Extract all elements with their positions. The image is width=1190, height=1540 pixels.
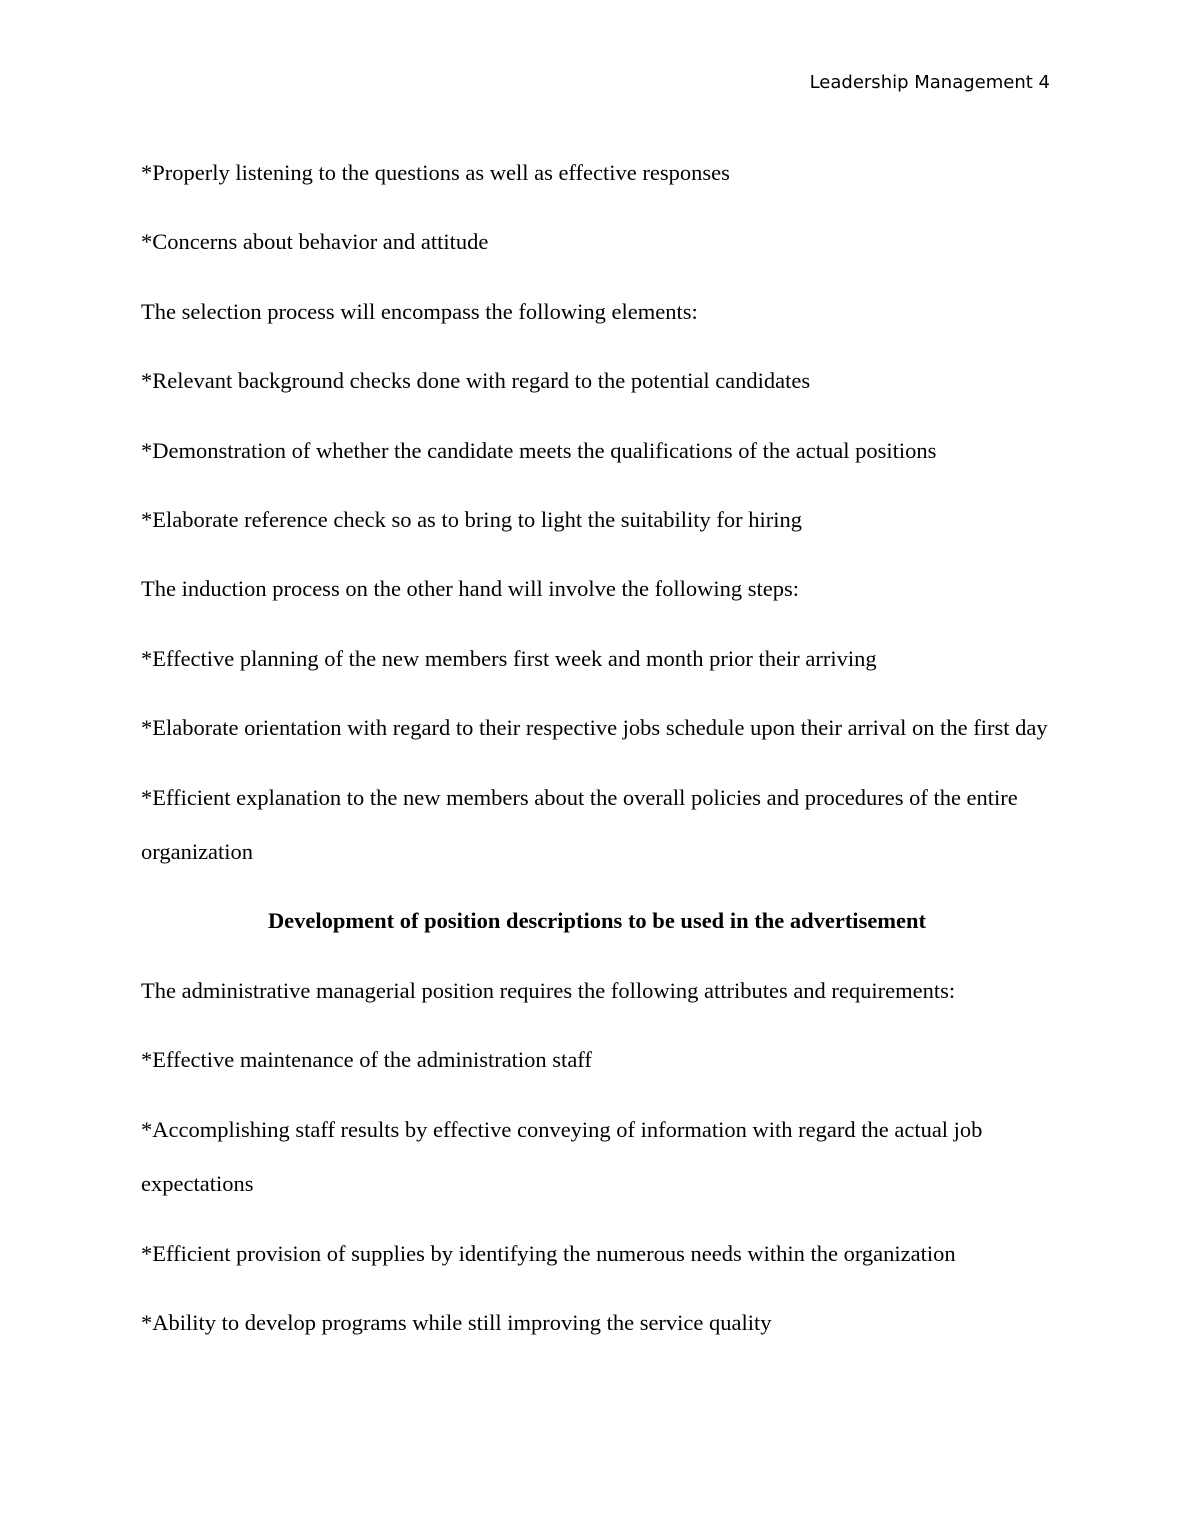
- selection-process-intro: The selection process will encompass the following elements:: [141, 298, 698, 324]
- bullet-behavior-attitude: *Concerns about behavior and attitude: [141, 229, 489, 255]
- bullet-orientation: *Elaborate orientation with regard to their respective jobs schedule upon their arrival on the first day: [141, 715, 1048, 741]
- section-heading: Development of position descriptions to be used in the advertisement: [267, 908, 927, 934]
- bullet-staff-results: *Accomplishing staff results by effective conveying of information with regard the actual job expectations: [141, 1116, 983, 1197]
- position-requirements-intro: The administrative managerial position requires the following attributes and requirements:: [141, 977, 956, 1003]
- bullet-policies-explanation: *Efficient explanation to the new members about the overall policies and procedures of the entire organization: [141, 784, 1018, 865]
- document-body: [141, 146, 1053, 1365]
- bullet-background-checks: *Relevant background checks done with regard to the potential candidates: [141, 368, 811, 394]
- induction-process-intro: The induction process on the other hand will involve the following steps:: [141, 576, 800, 602]
- bullet-qualifications: *Demonstration of whether the candidate meets the qualifications of the actual positions: [141, 437, 937, 463]
- bullet-staff-maintenance: *Effective maintenance of the administration staff: [141, 1047, 592, 1073]
- bullet-reference-check: *Elaborate reference check so as to bring to light the suitability for hiring: [141, 507, 803, 533]
- running-head: Leadership Management 4: [809, 72, 1050, 93]
- bullet-supplies-provision: *Efficient provision of supplies by identifying the numerous needs within the organization: [141, 1240, 956, 1266]
- bullet-planning-first-week: *Effective planning of the new members first week and month prior their arriving: [141, 645, 877, 671]
- bullet-develop-programs: *Ability to develop programs while still improving the service quality: [141, 1309, 772, 1335]
- bullet-listening-responses: *Properly listening to the questions as well as effective responses: [141, 160, 730, 185]
